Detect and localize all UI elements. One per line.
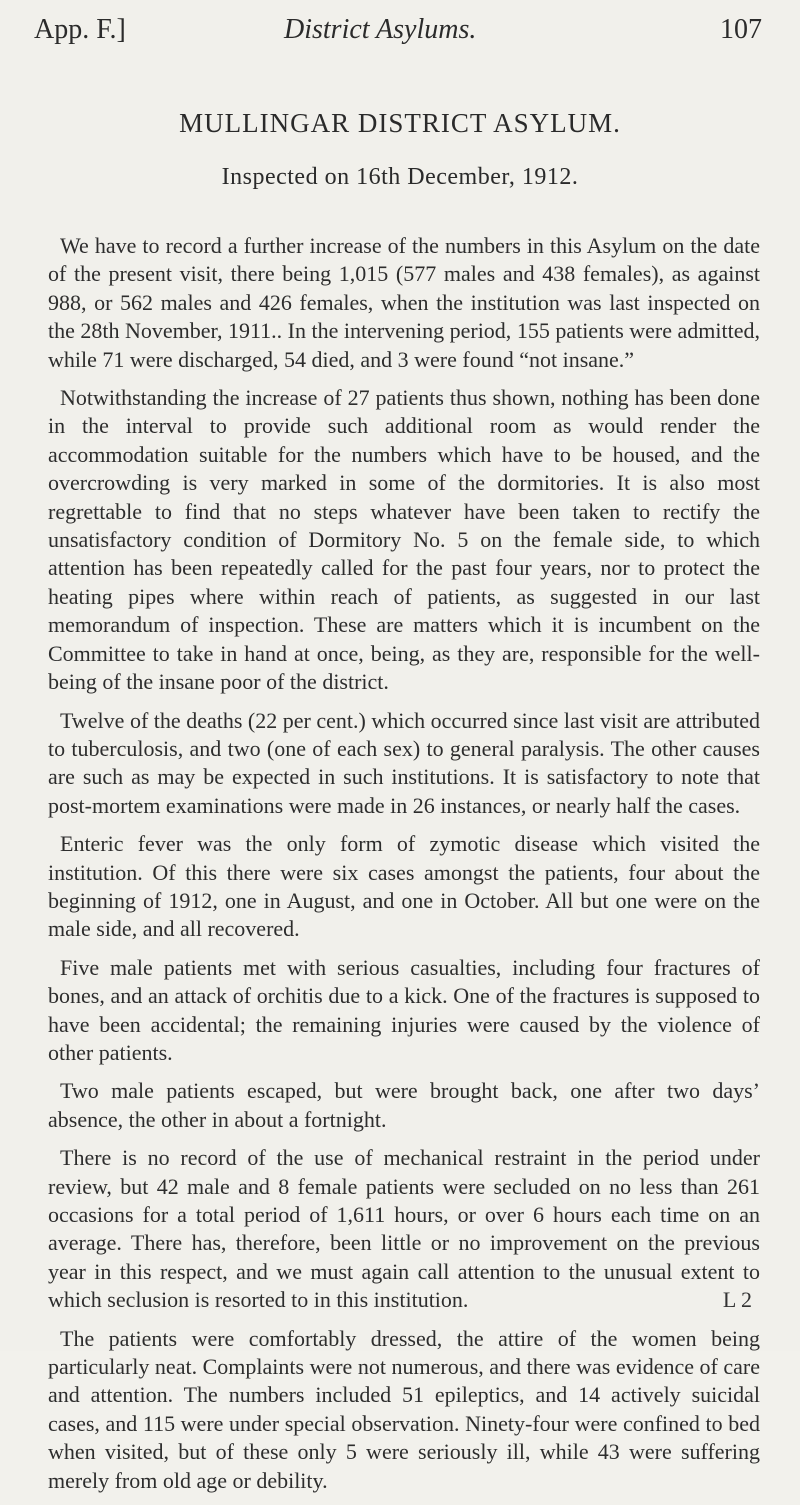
running-header [34,14,762,54]
paragraph: There is no record of the use of mechanical restraint in the period under review, but 42 male and 8 female patients were secluded on no less than 261 occasions for a total period of 1,611 hours, or over 6 hours each time on an average. There has, therefore, been little or no improvement on the previous year in this respect, and we must again call attention to the unusual extent to which seclusion is resorted to in this institution. [48,1145,760,1313]
paragraph: Twelve of the deaths (22 per cent.) which occurred since last visit are attributed to tuberculosis, and two (one of each sex) to general paralysis. The other causes are such as may be expected in such institutions. It is satisfactory to note that post-mortem examinations were made in 26 instances, or nearly half the cases. [48,707,760,818]
paragraph: Two male patients escaped, but were brought back, one after two days’ absence, the other in about a fortnight. [48,1078,760,1132]
inspection-date: Inspected on 16th December, 1912. [221,164,579,190]
appendix-label: App. F.] [34,14,126,45]
report-body [48,232,760,1505]
paragraph: Notwithstanding the increase of 27 patients thus shown, nothing has been done in the interval to provide such additional room as would render the accommodation suitable for the numbers which have to be housed, and the overcrowding is very marked in some of the dormitories. It is also most regrettable to find that no steps whatever have been taken to rectify the unsatisfactory condition of Dormitory No. 5 on the female side, to which attention has been repeatedly called for the past four years, nor to protect the heating pipes where within reach of patients, as suggested in our last memorandum of inspection. These are matters which it is incumbent on the Committee to take in hand at once, being, as they are, responsible for the well-being of the insane poor of the district. [48,385,760,695]
paragraph: We have to record a further increase of the numbers in this Asylum on the date of the present visit, there being 1,015 (577 males and 438 females), as against 988, or 562 males and 426 females, when the institution was last inspected on the 28th November, 1911.. In the intervening period, 155 patients were admitted, while 71 were discharged, 54 died, and 3 were found “not insane.” [48,233,760,372]
page-title: MULLINGAR DISTRICT ASYLUM. [179,108,621,138]
paragraph: Enteric fever was the only form of zymotic disease which visited the institution. Of this there were six cases amongst the patients, four about the beginning of 1912, one in August, and one in October. All but one were on the male side, and all recovered. [48,831,760,942]
section-title: District Asylums. [284,14,477,45]
paragraph: The patients were comfortably dressed, the attire of the women being particularly neat. Complaints were not numerous, and there was evidence of care and attention. The numbers included 51 epileptics, and 14 actively suicidal cases, and 115 were under special observation. Ninety-four were confined to bed when visited, but of these only 5 were seriously ill, while 43 were suffering merely from old age or debility. [48,1325,760,1493]
page-number: 107 [720,14,762,45]
signature-mark: L 2 [722,1287,752,1312]
paragraph: Five male patients met with serious casualties, including four fractures of bones, and an attack of orchitis due to a kick. One of the fractures is supposed to have been accidental; the remaining injuries were caused by the violence of other patients. [48,954,760,1065]
